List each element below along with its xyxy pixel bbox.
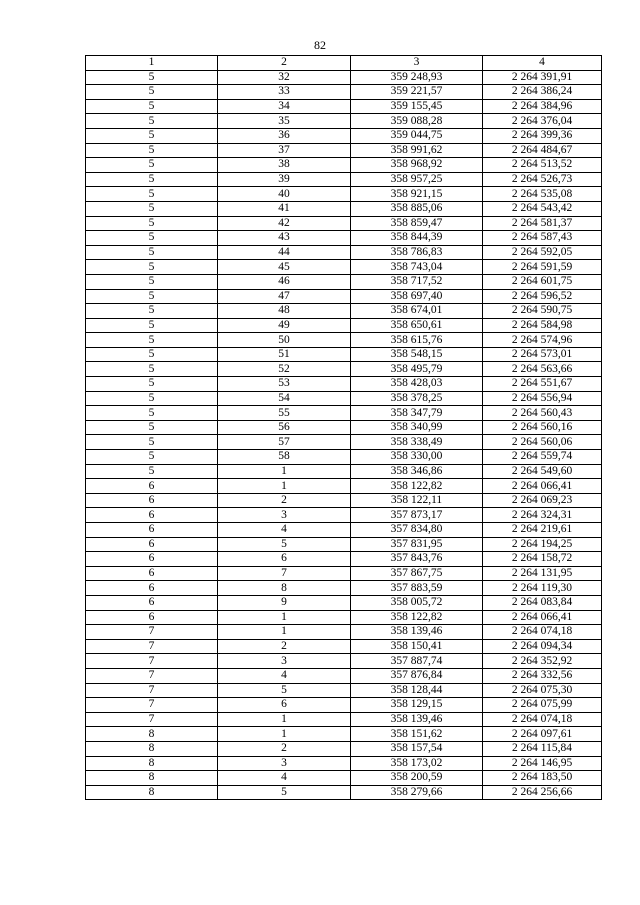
table-row xyxy=(86,785,602,800)
cell-y-coordinate: 2 264 256,66 xyxy=(483,785,602,800)
table-row xyxy=(86,143,602,158)
cell-y-coordinate: 2 264 376,04 xyxy=(483,114,602,129)
cell-x-coordinate: 359 221,57 xyxy=(351,85,483,100)
cell-point-number: 32 xyxy=(218,70,351,85)
cell-contour: 6 xyxy=(86,566,218,581)
cell-x-coordinate: 358 346,86 xyxy=(351,464,483,479)
cell-contour: 5 xyxy=(86,216,218,231)
table-row xyxy=(86,114,602,129)
table-row xyxy=(86,771,602,786)
cell-y-coordinate: 2 264 097,61 xyxy=(483,727,602,742)
table-row xyxy=(86,493,602,508)
cell-contour: 5 xyxy=(86,70,218,85)
cell-x-coordinate: 358 279,66 xyxy=(351,785,483,800)
cell-y-coordinate: 2 264 587,43 xyxy=(483,231,602,246)
cell-y-coordinate: 2 264 194,25 xyxy=(483,537,602,552)
cell-point-number: 52 xyxy=(218,362,351,377)
table-row xyxy=(86,654,602,669)
cell-contour: 5 xyxy=(86,362,218,377)
table-row xyxy=(86,187,602,202)
table-row xyxy=(86,260,602,275)
column-header-1: 1 xyxy=(86,56,218,71)
cell-point-number: 5 xyxy=(218,537,351,552)
cell-point-number: 58 xyxy=(218,450,351,465)
cell-point-number: 40 xyxy=(218,187,351,202)
cell-y-coordinate: 2 264 119,30 xyxy=(483,581,602,596)
cell-x-coordinate: 358 340,99 xyxy=(351,420,483,435)
cell-contour: 5 xyxy=(86,274,218,289)
cell-x-coordinate: 359 155,45 xyxy=(351,99,483,114)
cell-contour: 5 xyxy=(86,318,218,333)
cell-x-coordinate: 357 834,80 xyxy=(351,523,483,538)
cell-y-coordinate: 2 264 066,41 xyxy=(483,610,602,625)
cell-contour: 7 xyxy=(86,625,218,640)
cell-contour: 5 xyxy=(86,260,218,275)
cell-y-coordinate: 2 264 115,84 xyxy=(483,741,602,756)
table-row xyxy=(86,274,602,289)
cell-contour: 6 xyxy=(86,479,218,494)
cell-contour: 5 xyxy=(86,114,218,129)
cell-contour: 5 xyxy=(86,231,218,246)
table-header-row xyxy=(86,56,602,71)
table-row xyxy=(86,464,602,479)
cell-point-number: 2 xyxy=(218,639,351,654)
table-row xyxy=(86,479,602,494)
cell-y-coordinate: 2 264 549,60 xyxy=(483,464,602,479)
cell-point-number: 3 xyxy=(218,756,351,771)
column-header-4: 4 xyxy=(483,56,602,71)
cell-y-coordinate: 2 264 094,34 xyxy=(483,639,602,654)
cell-y-coordinate: 2 264 560,43 xyxy=(483,406,602,421)
cell-contour: 5 xyxy=(86,464,218,479)
cell-y-coordinate: 2 264 352,92 xyxy=(483,654,602,669)
cell-y-coordinate: 2 264 074,18 xyxy=(483,625,602,640)
table-body xyxy=(86,70,602,800)
cell-contour: 5 xyxy=(86,450,218,465)
table-row xyxy=(86,362,602,377)
table-row xyxy=(86,523,602,538)
cell-y-coordinate: 2 264 596,52 xyxy=(483,289,602,304)
cell-x-coordinate: 358 005,72 xyxy=(351,595,483,610)
cell-point-number: 47 xyxy=(218,289,351,304)
cell-point-number: 4 xyxy=(218,771,351,786)
cell-y-coordinate: 2 264 590,75 xyxy=(483,304,602,319)
table-row xyxy=(86,508,602,523)
cell-y-coordinate: 2 264 219,61 xyxy=(483,523,602,538)
table-row xyxy=(86,566,602,581)
cell-x-coordinate: 358 844,39 xyxy=(351,231,483,246)
cell-x-coordinate: 358 650,61 xyxy=(351,318,483,333)
cell-x-coordinate: 359 088,28 xyxy=(351,114,483,129)
table-row xyxy=(86,625,602,640)
cell-x-coordinate: 358 151,62 xyxy=(351,727,483,742)
cell-y-coordinate: 2 264 069,23 xyxy=(483,493,602,508)
cell-y-coordinate: 2 264 551,67 xyxy=(483,377,602,392)
table-row xyxy=(86,595,602,610)
cell-y-coordinate: 2 264 158,72 xyxy=(483,552,602,567)
cell-y-coordinate: 2 264 131,95 xyxy=(483,566,602,581)
cell-contour: 5 xyxy=(86,391,218,406)
cell-y-coordinate: 2 264 399,36 xyxy=(483,128,602,143)
cell-y-coordinate: 2 264 384,96 xyxy=(483,99,602,114)
cell-x-coordinate: 358 378,25 xyxy=(351,391,483,406)
cell-point-number: 3 xyxy=(218,508,351,523)
cell-x-coordinate: 358 428,03 xyxy=(351,377,483,392)
table-row xyxy=(86,304,602,319)
cell-y-coordinate: 2 264 573,01 xyxy=(483,347,602,362)
cell-contour: 5 xyxy=(86,143,218,158)
cell-contour: 5 xyxy=(86,172,218,187)
coordinates-table xyxy=(85,55,602,800)
cell-point-number: 1 xyxy=(218,464,351,479)
cell-y-coordinate: 2 264 563,66 xyxy=(483,362,602,377)
cell-y-coordinate: 2 264 526,73 xyxy=(483,172,602,187)
table-row xyxy=(86,128,602,143)
cell-point-number: 41 xyxy=(218,201,351,216)
cell-point-number: 33 xyxy=(218,85,351,100)
cell-contour: 7 xyxy=(86,698,218,713)
cell-y-coordinate: 2 264 074,18 xyxy=(483,712,602,727)
cell-x-coordinate: 358 347,79 xyxy=(351,406,483,421)
cell-contour: 8 xyxy=(86,727,218,742)
table-row xyxy=(86,289,602,304)
cell-x-coordinate: 359 044,75 xyxy=(351,128,483,143)
cell-y-coordinate: 2 264 559,74 xyxy=(483,450,602,465)
cell-y-coordinate: 2 264 592,05 xyxy=(483,245,602,260)
table-row xyxy=(86,639,602,654)
cell-point-number: 37 xyxy=(218,143,351,158)
cell-point-number: 46 xyxy=(218,274,351,289)
cell-contour: 8 xyxy=(86,785,218,800)
cell-contour: 5 xyxy=(86,406,218,421)
cell-y-coordinate: 2 264 075,30 xyxy=(483,683,602,698)
cell-y-coordinate: 2 264 560,16 xyxy=(483,420,602,435)
cell-contour: 5 xyxy=(86,99,218,114)
cell-contour: 7 xyxy=(86,668,218,683)
cell-point-number: 43 xyxy=(218,231,351,246)
cell-point-number: 6 xyxy=(218,698,351,713)
table-row xyxy=(86,756,602,771)
cell-x-coordinate: 357 873,17 xyxy=(351,508,483,523)
cell-contour: 5 xyxy=(86,85,218,100)
cell-contour: 7 xyxy=(86,683,218,698)
cell-x-coordinate: 357 867,75 xyxy=(351,566,483,581)
cell-y-coordinate: 2 264 332,56 xyxy=(483,668,602,683)
table-row xyxy=(86,435,602,450)
table-row xyxy=(86,99,602,114)
table-row xyxy=(86,552,602,567)
cell-x-coordinate: 358 129,15 xyxy=(351,698,483,713)
cell-y-coordinate: 2 264 391,91 xyxy=(483,70,602,85)
table-row xyxy=(86,537,602,552)
cell-y-coordinate: 2 264 556,94 xyxy=(483,391,602,406)
table-row xyxy=(86,406,602,421)
cell-contour: 7 xyxy=(86,639,218,654)
cell-x-coordinate: 357 883,59 xyxy=(351,581,483,596)
cell-x-coordinate: 358 139,46 xyxy=(351,712,483,727)
cell-y-coordinate: 2 264 075,99 xyxy=(483,698,602,713)
table-row xyxy=(86,70,602,85)
cell-x-coordinate: 358 122,82 xyxy=(351,479,483,494)
table-row xyxy=(86,698,602,713)
cell-y-coordinate: 2 264 513,52 xyxy=(483,158,602,173)
cell-y-coordinate: 2 264 535,08 xyxy=(483,187,602,202)
cell-y-coordinate: 2 264 584,98 xyxy=(483,318,602,333)
cell-contour: 6 xyxy=(86,610,218,625)
cell-point-number: 5 xyxy=(218,683,351,698)
cell-point-number: 48 xyxy=(218,304,351,319)
cell-contour: 5 xyxy=(86,289,218,304)
table-row xyxy=(86,216,602,231)
cell-x-coordinate: 358 968,92 xyxy=(351,158,483,173)
cell-x-coordinate: 358 330,00 xyxy=(351,450,483,465)
table-row xyxy=(86,172,602,187)
cell-x-coordinate: 357 843,76 xyxy=(351,552,483,567)
cell-y-coordinate: 2 264 066,41 xyxy=(483,479,602,494)
table-row xyxy=(86,581,602,596)
cell-x-coordinate: 358 885,06 xyxy=(351,201,483,216)
cell-x-coordinate: 358 717,52 xyxy=(351,274,483,289)
cell-contour: 7 xyxy=(86,712,218,727)
cell-x-coordinate: 358 157,54 xyxy=(351,741,483,756)
cell-contour: 6 xyxy=(86,595,218,610)
table-row xyxy=(86,333,602,348)
table-row xyxy=(86,727,602,742)
cell-point-number: 1 xyxy=(218,712,351,727)
table-row xyxy=(86,377,602,392)
cell-contour: 5 xyxy=(86,128,218,143)
cell-y-coordinate: 2 264 386,24 xyxy=(483,85,602,100)
cell-contour: 8 xyxy=(86,771,218,786)
cell-x-coordinate: 358 786,83 xyxy=(351,245,483,260)
cell-point-number: 1 xyxy=(218,727,351,742)
cell-contour: 6 xyxy=(86,537,218,552)
table-row xyxy=(86,245,602,260)
cell-x-coordinate: 358 991,62 xyxy=(351,143,483,158)
cell-contour: 6 xyxy=(86,552,218,567)
cell-x-coordinate: 358 150,41 xyxy=(351,639,483,654)
cell-contour: 8 xyxy=(86,741,218,756)
cell-x-coordinate: 358 674,01 xyxy=(351,304,483,319)
cell-x-coordinate: 358 548,15 xyxy=(351,347,483,362)
cell-y-coordinate: 2 264 543,42 xyxy=(483,201,602,216)
cell-x-coordinate: 357 831,95 xyxy=(351,537,483,552)
cell-contour: 7 xyxy=(86,654,218,669)
cell-contour: 6 xyxy=(86,508,218,523)
cell-point-number: 57 xyxy=(218,435,351,450)
cell-x-coordinate: 358 957,25 xyxy=(351,172,483,187)
cell-point-number: 1 xyxy=(218,625,351,640)
cell-point-number: 50 xyxy=(218,333,351,348)
cell-contour: 5 xyxy=(86,347,218,362)
cell-point-number: 2 xyxy=(218,493,351,508)
cell-contour: 5 xyxy=(86,435,218,450)
cell-x-coordinate: 358 200,59 xyxy=(351,771,483,786)
cell-point-number: 4 xyxy=(218,523,351,538)
cell-point-number: 51 xyxy=(218,347,351,362)
table-row xyxy=(86,712,602,727)
table-row xyxy=(86,610,602,625)
cell-x-coordinate: 359 248,93 xyxy=(351,70,483,85)
table-row xyxy=(86,420,602,435)
cell-x-coordinate: 357 876,84 xyxy=(351,668,483,683)
cell-contour: 6 xyxy=(86,523,218,538)
cell-x-coordinate: 358 173,02 xyxy=(351,756,483,771)
cell-contour: 6 xyxy=(86,581,218,596)
cell-x-coordinate: 358 128,44 xyxy=(351,683,483,698)
table-row xyxy=(86,450,602,465)
cell-point-number: 5 xyxy=(218,785,351,800)
cell-y-coordinate: 2 264 083,84 xyxy=(483,595,602,610)
cell-point-number: 39 xyxy=(218,172,351,187)
cell-contour: 5 xyxy=(86,245,218,260)
table-row xyxy=(86,318,602,333)
table-row xyxy=(86,158,602,173)
cell-x-coordinate: 357 887,74 xyxy=(351,654,483,669)
cell-point-number: 1 xyxy=(218,610,351,625)
cell-y-coordinate: 2 264 146,95 xyxy=(483,756,602,771)
cell-y-coordinate: 2 264 601,75 xyxy=(483,274,602,289)
cell-point-number: 54 xyxy=(218,391,351,406)
cell-point-number: 42 xyxy=(218,216,351,231)
cell-contour: 5 xyxy=(86,420,218,435)
cell-contour: 8 xyxy=(86,756,218,771)
cell-contour: 5 xyxy=(86,201,218,216)
cell-x-coordinate: 358 122,82 xyxy=(351,610,483,625)
cell-y-coordinate: 2 264 574,96 xyxy=(483,333,602,348)
table-row xyxy=(86,391,602,406)
cell-contour: 5 xyxy=(86,158,218,173)
cell-point-number: 6 xyxy=(218,552,351,567)
cell-point-number: 34 xyxy=(218,99,351,114)
table-row xyxy=(86,231,602,246)
cell-y-coordinate: 2 264 484,67 xyxy=(483,143,602,158)
cell-contour: 6 xyxy=(86,493,218,508)
cell-y-coordinate: 2 264 591,59 xyxy=(483,260,602,275)
cell-y-coordinate: 2 264 560,06 xyxy=(483,435,602,450)
cell-point-number: 7 xyxy=(218,566,351,581)
page-number: 82 xyxy=(314,38,326,52)
column-header-3: 3 xyxy=(351,56,483,71)
cell-x-coordinate: 358 743,04 xyxy=(351,260,483,275)
cell-point-number: 9 xyxy=(218,595,351,610)
table-row xyxy=(86,668,602,683)
cell-point-number: 8 xyxy=(218,581,351,596)
cell-y-coordinate: 2 264 324,31 xyxy=(483,508,602,523)
cell-x-coordinate: 358 122,11 xyxy=(351,493,483,508)
cell-x-coordinate: 358 615,76 xyxy=(351,333,483,348)
cell-point-number: 44 xyxy=(218,245,351,260)
cell-x-coordinate: 358 139,46 xyxy=(351,625,483,640)
cell-point-number: 45 xyxy=(218,260,351,275)
cell-point-number: 3 xyxy=(218,654,351,669)
cell-y-coordinate: 2 264 183,50 xyxy=(483,771,602,786)
table-row xyxy=(86,741,602,756)
cell-point-number: 4 xyxy=(218,668,351,683)
table-row xyxy=(86,85,602,100)
cell-point-number: 55 xyxy=(218,406,351,421)
cell-point-number: 53 xyxy=(218,377,351,392)
cell-y-coordinate: 2 264 581,37 xyxy=(483,216,602,231)
cell-x-coordinate: 358 921,15 xyxy=(351,187,483,202)
cell-contour: 5 xyxy=(86,377,218,392)
cell-x-coordinate: 358 495,79 xyxy=(351,362,483,377)
table-row xyxy=(86,347,602,362)
cell-x-coordinate: 358 859,47 xyxy=(351,216,483,231)
cell-contour: 5 xyxy=(86,333,218,348)
cell-point-number: 56 xyxy=(218,420,351,435)
cell-x-coordinate: 358 338,49 xyxy=(351,435,483,450)
cell-point-number: 38 xyxy=(218,158,351,173)
table-row xyxy=(86,683,602,698)
cell-point-number: 36 xyxy=(218,128,351,143)
cell-point-number: 2 xyxy=(218,741,351,756)
cell-x-coordinate: 358 697,40 xyxy=(351,289,483,304)
table-row xyxy=(86,201,602,216)
column-header-2: 2 xyxy=(218,56,351,71)
cell-point-number: 49 xyxy=(218,318,351,333)
cell-point-number: 1 xyxy=(218,479,351,494)
cell-contour: 5 xyxy=(86,304,218,319)
cell-contour: 5 xyxy=(86,187,218,202)
cell-point-number: 35 xyxy=(218,114,351,129)
